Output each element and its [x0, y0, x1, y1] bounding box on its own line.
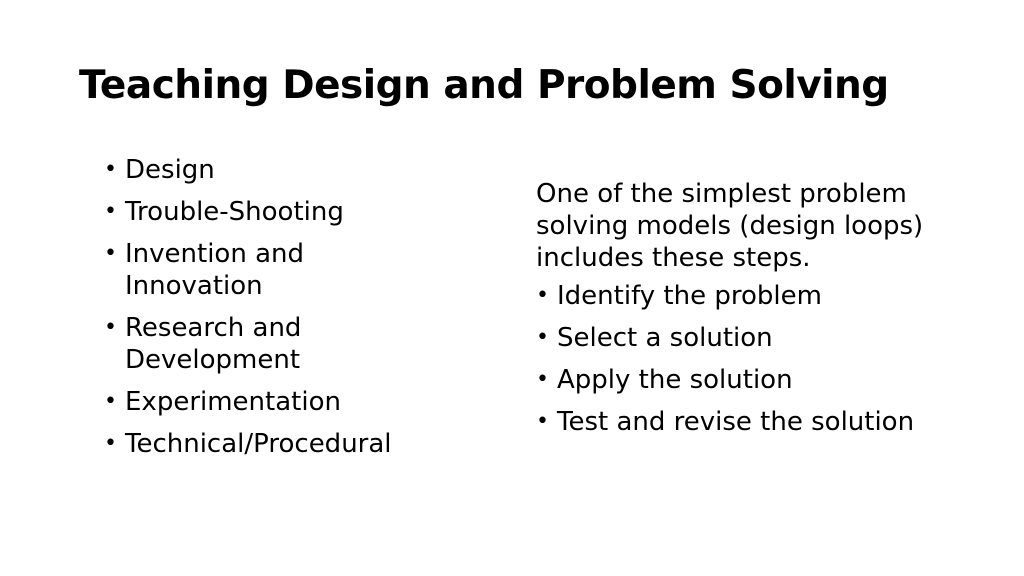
- bullet-icon: •: [104, 389, 117, 414]
- list-item: [104, 428, 434, 460]
- left-bullet-column: [104, 154, 434, 470]
- list-item: [536, 406, 976, 438]
- right-bullet-list: [536, 280, 976, 438]
- bullet-icon: •: [104, 431, 117, 456]
- bullet-text: Trouble-Shooting: [125, 197, 344, 227]
- left-bullet-list: [104, 154, 434, 460]
- bullet-text: Research and Development: [125, 313, 302, 375]
- bullet-icon: •: [104, 241, 117, 266]
- list-item: [104, 238, 434, 302]
- bullet-icon: •: [536, 283, 549, 308]
- bullet-text: Apply the solution: [557, 365, 793, 395]
- bullet-text: Invention and Innovation: [125, 239, 304, 301]
- bullet-icon: •: [104, 315, 117, 340]
- list-item: [536, 364, 976, 396]
- bullet-icon: •: [536, 409, 549, 434]
- bullet-icon: •: [104, 199, 117, 224]
- bullet-text: Experimentation: [125, 387, 341, 417]
- list-item: [536, 280, 976, 312]
- bullet-text: Select a solution: [557, 323, 773, 353]
- list-item: [104, 386, 434, 418]
- bullet-text: Design: [125, 155, 215, 185]
- bullet-icon: •: [104, 157, 117, 182]
- bullet-text: Identify the problem: [557, 281, 822, 311]
- bullet-icon: •: [536, 367, 549, 392]
- bullet-text: Test and revise the solution: [557, 407, 915, 437]
- bullet-icon: •: [536, 325, 549, 350]
- list-item: [104, 196, 434, 228]
- list-item: [104, 312, 434, 376]
- intro-paragraph: One of the simplest problem solving models (design loops) includes these steps.: [536, 179, 924, 273]
- list-item: [536, 322, 976, 354]
- list-item: [104, 154, 434, 186]
- slide-title: Teaching Design and Problem Solving: [79, 63, 889, 108]
- right-content-column: [536, 178, 976, 448]
- bullet-text: Technical/Procedural: [125, 429, 392, 459]
